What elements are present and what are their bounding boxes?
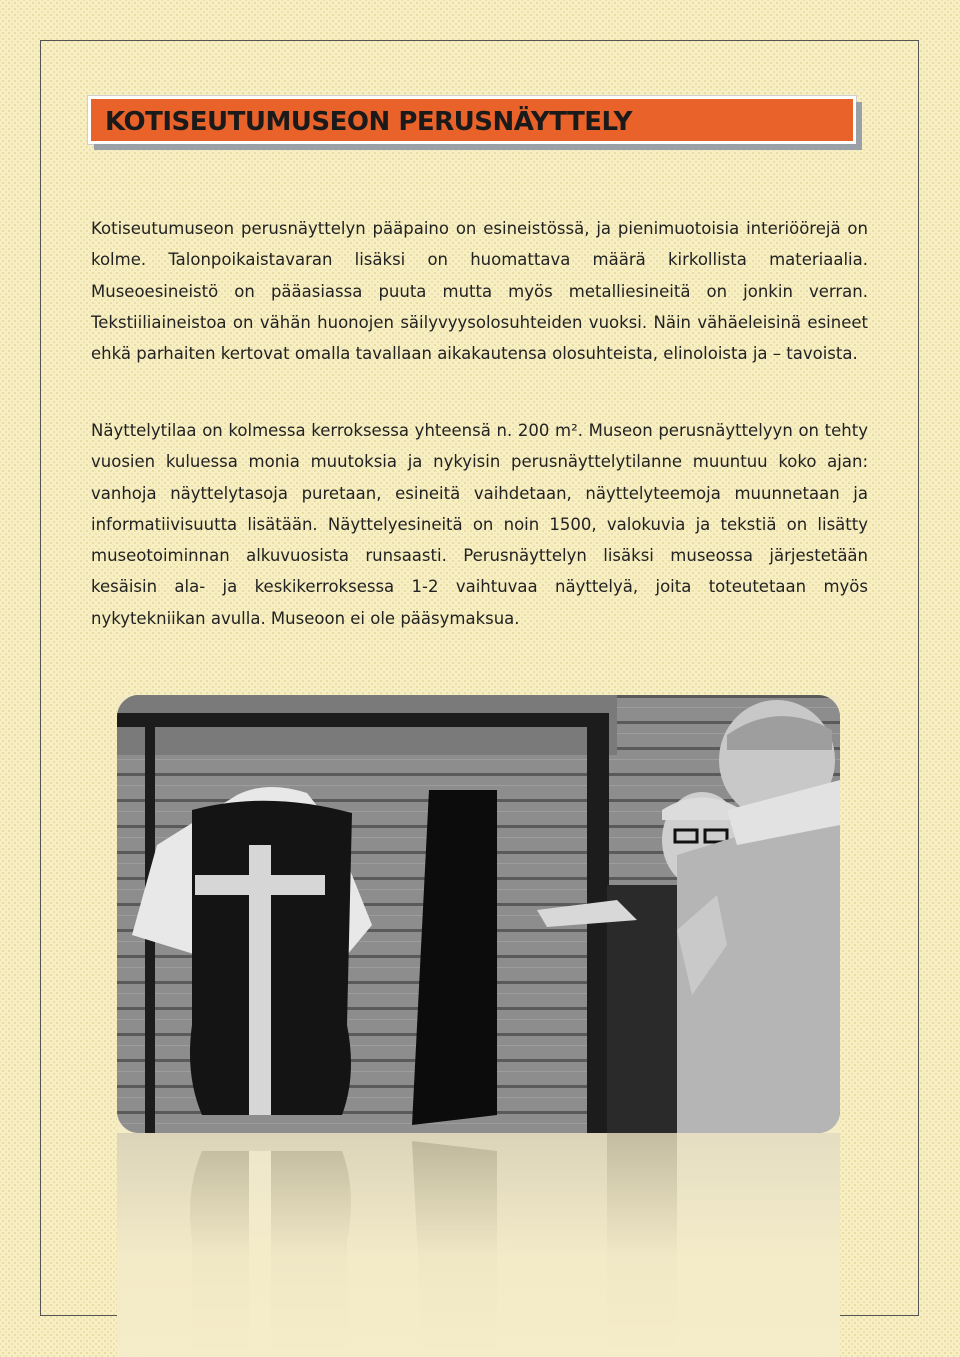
photo-reflection: [117, 1133, 840, 1357]
paragraph-intro: Kotiseutumuseon perusnäyttelyn pääpaino on esineistössä, ja pienimuotoisia interiöörejä on kolme. Talonpoikaistavaran lisäksi on huomattava määrä kirkollista materiaalia. Museoesineistö on pääasiassa puuta mutta myös metalliesineitä on jonkin verran. Tekstiiliaineistoa on vähän huonojen säilyvyysolosuhteiden vuoksi. Näin vähäeleisinä esineet ehkä parhaiten kertovat omalla tavallaan aikakautensa olosuhteista, elinoloista ja – tavoista.: [91, 219, 868, 364]
paragraph-exhibition-space: Näyttelytilaa on kolmessa kerroksessa yhteensä n. 200 m². Museon perusnäyttelyyn on tehty vuosien kuluessa monia muutoksia ja nykyisin perusnäyttelytilanne muuntuu koko ajan: vanhoja näyttelytasoja puretaan, esineitä vaihdetaan, näyttelyteemoja muunnetaan ja informatiivisuutta lisätään. Näyttelyesineitä on noin 1500, valokuvia ja tekstiä on lisätty museotoiminnan alkuvuosista runsaasti. Perusnäyttelyn lisäksi museossa järjestetään kesäisin ala- ja keskikerroksessa 1-2 vaihtuvaa näyttelyä, joita toteutetaan myös nykytekniikan avulla. Museoon ei ole pääsymaksua.: [91, 421, 868, 628]
title-banner: [88, 96, 856, 144]
museum-photo: [117, 695, 840, 1133]
photo-area: [117, 695, 840, 1357]
page-title: KOTISEUTUMUSEON PERUSNÄYTTELY: [105, 107, 632, 137]
